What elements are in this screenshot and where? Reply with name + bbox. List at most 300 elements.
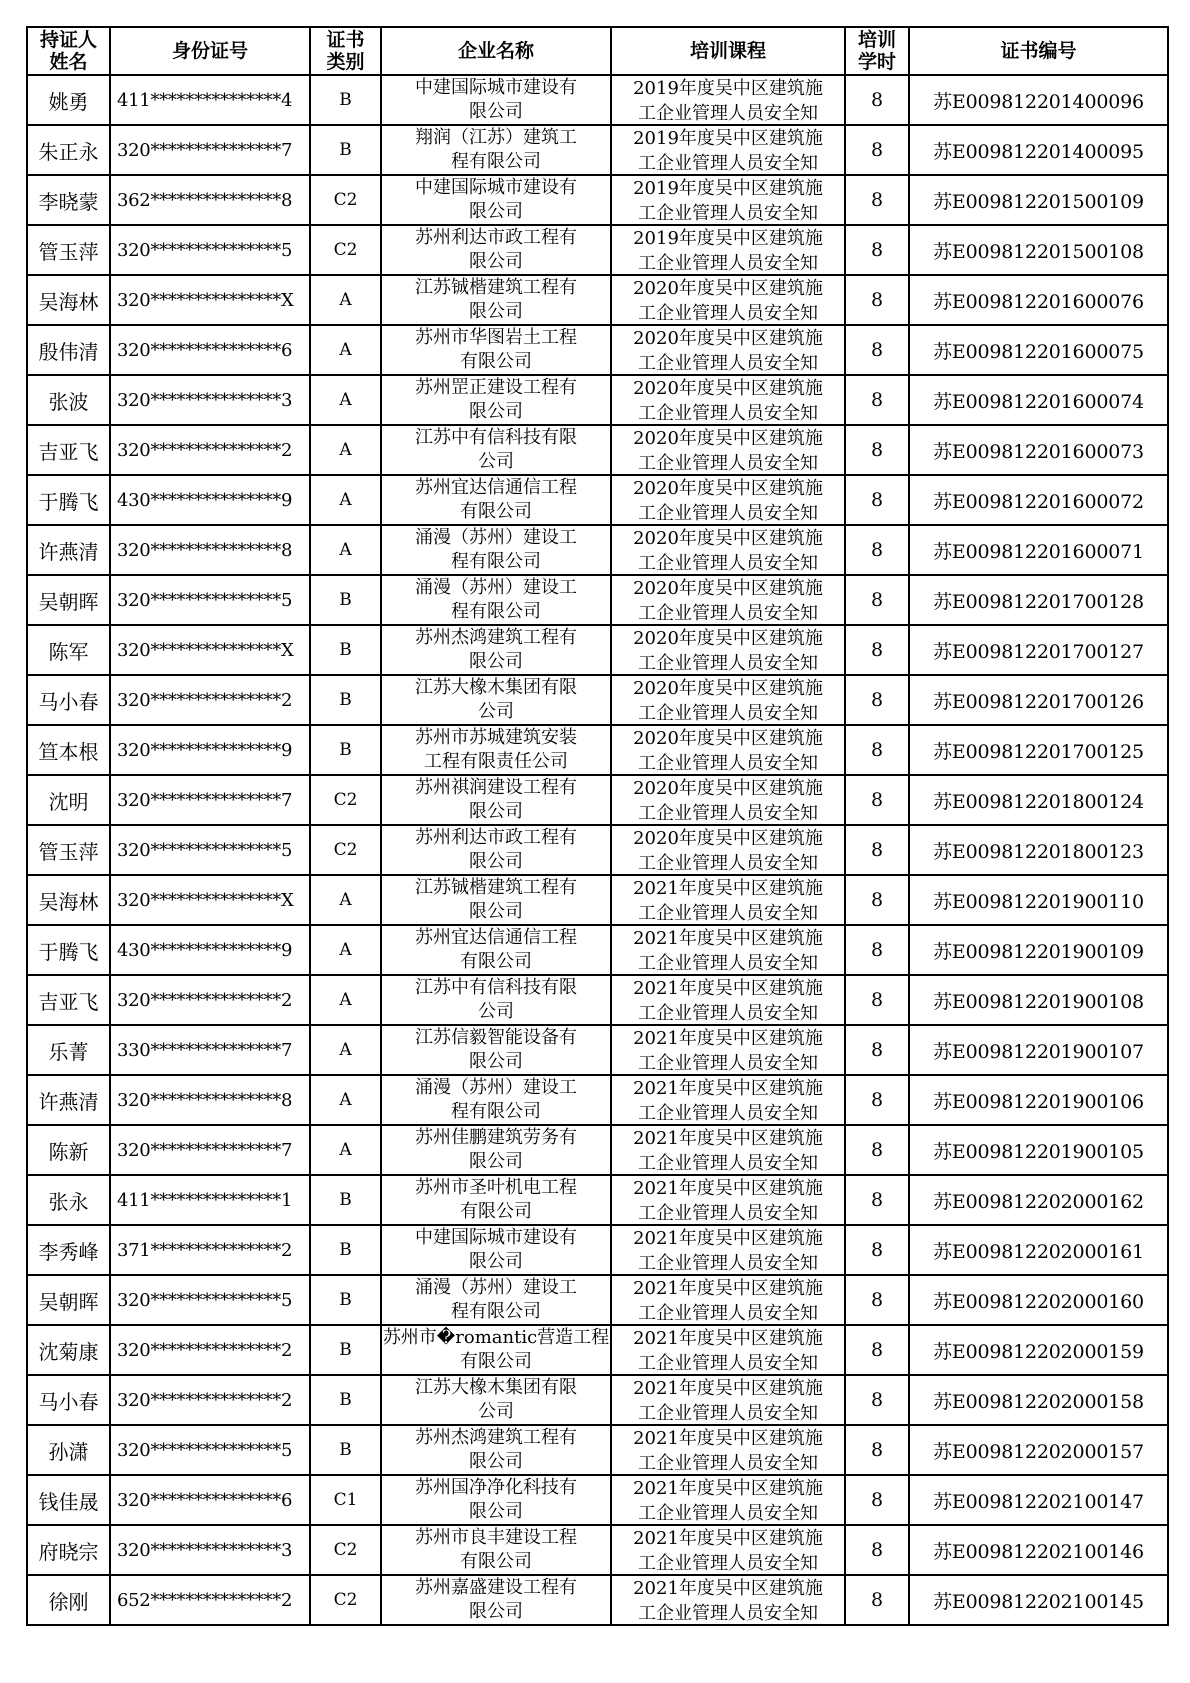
holder-name: 徐刚 bbox=[27, 1575, 110, 1625]
cert-number: 苏E009812201600076 bbox=[909, 275, 1168, 325]
id-number: 411***************1 bbox=[110, 1175, 310, 1225]
company-line: 程有限公司 bbox=[451, 1301, 541, 1322]
cert-number: 苏E009812201600074 bbox=[909, 375, 1168, 425]
company-line: 苏州市�romantic营造工程 bbox=[382, 1327, 610, 1348]
course-line: 2020年度吴中区建筑施 bbox=[633, 728, 823, 749]
course-text bbox=[612, 1076, 844, 1122]
cert-category: C2 bbox=[310, 775, 381, 825]
cert-category: A bbox=[310, 475, 381, 525]
table-row bbox=[27, 575, 1168, 625]
company-name bbox=[381, 1425, 611, 1475]
cert-category: A bbox=[310, 1025, 381, 1075]
course-text bbox=[612, 576, 844, 622]
course-line: 工企业管理人员安全知 bbox=[638, 903, 818, 922]
company-line: 苏州宜达信通信工程 bbox=[415, 927, 577, 948]
company-line: 苏州佳鹏建筑劳务有 bbox=[415, 1127, 577, 1148]
training-course bbox=[611, 1325, 845, 1375]
table-row bbox=[27, 975, 1168, 1025]
training-course bbox=[611, 325, 845, 375]
course-line: 2021年度吴中区建筑施 bbox=[633, 1278, 823, 1299]
training-hours: 8 bbox=[845, 1175, 909, 1225]
holder-name: 管玉萍 bbox=[27, 225, 110, 275]
table-row bbox=[27, 725, 1168, 775]
company-line: 涌漫（苏州）建设工 bbox=[415, 1277, 577, 1298]
company-line: 有限公司 bbox=[460, 951, 532, 972]
company-name bbox=[381, 1525, 611, 1575]
cert-number: 苏E009812202000159 bbox=[909, 1325, 1168, 1375]
cert-number: 苏E009812201500108 bbox=[909, 225, 1168, 275]
holder-name: 吴朝晖 bbox=[27, 575, 110, 625]
id-number: 320***************X bbox=[110, 875, 310, 925]
course-text bbox=[612, 1126, 844, 1172]
training-hours: 8 bbox=[845, 225, 909, 275]
cert-number: 苏E009812201900109 bbox=[909, 925, 1168, 975]
company-line: 江苏大橡木集团有限 bbox=[415, 1377, 577, 1398]
cert-category: C2 bbox=[310, 825, 381, 875]
id-number: 320***************6 bbox=[110, 1475, 310, 1525]
company-line: 翔润（江苏）建筑工 bbox=[415, 127, 577, 148]
training-hours: 8 bbox=[845, 1225, 909, 1275]
table-row bbox=[27, 925, 1168, 975]
company-line: 程有限公司 bbox=[451, 151, 541, 172]
table-row bbox=[27, 875, 1168, 925]
course-text bbox=[612, 1176, 844, 1222]
company-line: 苏州市良丰建设工程 bbox=[415, 1527, 577, 1548]
company-line: 限公司 bbox=[469, 1051, 523, 1072]
training-hours: 8 bbox=[845, 675, 909, 725]
certificate-roster bbox=[26, 26, 1169, 1626]
course-line: 工企业管理人员安全知 bbox=[638, 153, 818, 172]
holder-name: 孙潇 bbox=[27, 1425, 110, 1475]
header-cert-number: 证书编号 bbox=[909, 27, 1168, 75]
training-hours: 8 bbox=[845, 1575, 909, 1625]
course-line: 工企业管理人员安全知 bbox=[638, 953, 818, 972]
training-hours: 8 bbox=[845, 1075, 909, 1125]
holder-name: 吴海林 bbox=[27, 275, 110, 325]
course-line: 工企业管理人员安全知 bbox=[638, 303, 818, 322]
training-hours: 8 bbox=[845, 75, 909, 125]
id-number: 652***************2 bbox=[110, 1575, 310, 1625]
cert-category: A bbox=[310, 1125, 381, 1175]
cert-number: 苏E009812201600072 bbox=[909, 475, 1168, 525]
training-course bbox=[611, 1125, 845, 1175]
training-hours: 8 bbox=[845, 475, 909, 525]
cert-category: A bbox=[310, 925, 381, 975]
course-text bbox=[612, 976, 844, 1022]
course-line: 工企业管理人员安全知 bbox=[638, 853, 818, 872]
holder-name: 朱正永 bbox=[27, 125, 110, 175]
header-row bbox=[27, 27, 1168, 75]
company-name bbox=[381, 675, 611, 725]
training-course bbox=[611, 1275, 845, 1325]
company-name bbox=[381, 875, 611, 925]
training-course bbox=[611, 625, 845, 675]
training-course bbox=[611, 1475, 845, 1525]
cert-number: 苏E009812201900105 bbox=[909, 1125, 1168, 1175]
training-course bbox=[611, 1225, 845, 1275]
company-line: 苏州国净净化科技有 bbox=[415, 1477, 577, 1498]
company-line: 有限公司 bbox=[460, 1351, 532, 1372]
cert-category: B bbox=[310, 1425, 381, 1475]
course-text bbox=[612, 626, 844, 672]
company-line: 涌漫（苏州）建设工 bbox=[415, 577, 577, 598]
training-hours: 8 bbox=[845, 1125, 909, 1175]
course-line: 工企业管理人员安全知 bbox=[638, 203, 818, 222]
company-line: 江苏大橡木集团有限 bbox=[415, 677, 577, 698]
training-course bbox=[611, 75, 845, 125]
company-name bbox=[381, 225, 611, 275]
course-line: 工企业管理人员安全知 bbox=[638, 803, 818, 822]
course-line: 工企业管理人员安全知 bbox=[638, 1353, 818, 1372]
id-number: 320***************5 bbox=[110, 1275, 310, 1325]
course-line: 工企业管理人员安全知 bbox=[638, 1053, 818, 1072]
training-course bbox=[611, 675, 845, 725]
company-name bbox=[381, 75, 611, 125]
company-line: 公司 bbox=[478, 451, 514, 472]
training-hours: 8 bbox=[845, 775, 909, 825]
cert-category: B bbox=[310, 1275, 381, 1325]
training-hours: 8 bbox=[845, 125, 909, 175]
company-line: 限公司 bbox=[469, 1151, 523, 1172]
training-hours: 8 bbox=[845, 525, 909, 575]
training-course bbox=[611, 1075, 845, 1125]
table-row bbox=[27, 775, 1168, 825]
training-hours: 8 bbox=[845, 625, 909, 675]
company-line: 限公司 bbox=[469, 1451, 523, 1472]
table-row bbox=[27, 125, 1168, 175]
training-course bbox=[611, 1575, 845, 1625]
company-name bbox=[381, 975, 611, 1025]
cert-category: B bbox=[310, 1325, 381, 1375]
training-hours: 8 bbox=[845, 325, 909, 375]
header-id-number: 身份证号 bbox=[110, 27, 310, 75]
id-number: 320***************7 bbox=[110, 125, 310, 175]
header-cert-category: 证书 类别 bbox=[310, 27, 381, 75]
course-line: 2020年度吴中区建筑施 bbox=[633, 378, 823, 399]
company-name bbox=[381, 1375, 611, 1425]
company-name bbox=[381, 325, 611, 375]
training-hours: 8 bbox=[845, 1325, 909, 1375]
training-hours: 8 bbox=[845, 1275, 909, 1325]
course-line: 2020年度吴中区建筑施 bbox=[633, 778, 823, 799]
course-text bbox=[612, 1476, 844, 1522]
training-course bbox=[611, 175, 845, 225]
cert-number: 苏E009812201900106 bbox=[909, 1075, 1168, 1125]
course-line: 2019年度吴中区建筑施 bbox=[633, 78, 823, 99]
course-text bbox=[612, 1326, 844, 1372]
id-number: 320***************9 bbox=[110, 725, 310, 775]
course-line: 工企业管理人员安全知 bbox=[638, 453, 818, 472]
training-course bbox=[611, 375, 845, 425]
course-line: 2021年度吴中区建筑施 bbox=[633, 1078, 823, 1099]
company-name bbox=[381, 175, 611, 225]
training-course bbox=[611, 1175, 845, 1225]
id-number: 320***************5 bbox=[110, 1425, 310, 1475]
cert-category: B bbox=[310, 1175, 381, 1225]
company-name bbox=[381, 725, 611, 775]
cert-category: A bbox=[310, 875, 381, 925]
holder-name: 马小春 bbox=[27, 1375, 110, 1425]
training-hours: 8 bbox=[845, 925, 909, 975]
company-line: 公司 bbox=[478, 701, 514, 722]
course-line: 工企业管理人员安全知 bbox=[638, 1603, 818, 1622]
company-line: 苏州祺润建设工程有 bbox=[415, 777, 577, 798]
cert-category: B bbox=[310, 725, 381, 775]
company-line: 苏州利达市政工程有 bbox=[415, 227, 577, 248]
table-row bbox=[27, 1275, 1168, 1325]
holder-name: 马小春 bbox=[27, 675, 110, 725]
cert-number: 苏E009812201700127 bbox=[909, 625, 1168, 675]
course-text bbox=[612, 776, 844, 822]
company-line: 苏州杰鸿建筑工程有 bbox=[415, 627, 577, 648]
table-row bbox=[27, 1225, 1168, 1275]
cert-number: 苏E009812201900107 bbox=[909, 1025, 1168, 1075]
company-name bbox=[381, 1325, 611, 1375]
cert-category: A bbox=[310, 425, 381, 475]
company-line: 江苏中有信科技有限 bbox=[415, 427, 577, 448]
course-text bbox=[612, 126, 844, 172]
course-text bbox=[612, 326, 844, 372]
cert-number: 苏E009812201800124 bbox=[909, 775, 1168, 825]
id-number: 320***************3 bbox=[110, 1525, 310, 1575]
holder-name: 张永 bbox=[27, 1175, 110, 1225]
cert-number: 苏E009812201700128 bbox=[909, 575, 1168, 625]
course-text bbox=[612, 826, 844, 872]
table-row bbox=[27, 425, 1168, 475]
training-course bbox=[611, 225, 845, 275]
training-course bbox=[611, 1025, 845, 1075]
table-row bbox=[27, 1325, 1168, 1375]
company-name bbox=[381, 825, 611, 875]
holder-name: 沈菊康 bbox=[27, 1325, 110, 1375]
training-hours: 8 bbox=[845, 1025, 909, 1075]
course-line: 2021年度吴中区建筑施 bbox=[633, 878, 823, 899]
training-hours: 8 bbox=[845, 375, 909, 425]
company-line: 限公司 bbox=[469, 851, 523, 872]
training-hours: 8 bbox=[845, 975, 909, 1025]
table-row bbox=[27, 1525, 1168, 1575]
company-name bbox=[381, 125, 611, 175]
course-line: 2021年度吴中区建筑施 bbox=[633, 1478, 823, 1499]
training-course bbox=[611, 825, 845, 875]
id-number: 320***************X bbox=[110, 275, 310, 325]
course-text bbox=[612, 176, 844, 222]
cert-category: A bbox=[310, 325, 381, 375]
course-line: 2020年度吴中区建筑施 bbox=[633, 628, 823, 649]
course-line: 工企业管理人员安全知 bbox=[638, 1103, 818, 1122]
table-row bbox=[27, 1175, 1168, 1225]
id-number: 320***************2 bbox=[110, 675, 310, 725]
cert-number: 苏E009812202000160 bbox=[909, 1275, 1168, 1325]
course-text bbox=[612, 876, 844, 922]
course-line: 2020年度吴中区建筑施 bbox=[633, 578, 823, 599]
course-line: 工企业管理人员安全知 bbox=[638, 1253, 818, 1272]
table-row bbox=[27, 1125, 1168, 1175]
course-line: 2021年度吴中区建筑施 bbox=[633, 978, 823, 999]
company-name bbox=[381, 425, 611, 475]
training-hours: 8 bbox=[845, 175, 909, 225]
course-line: 工企业管理人员安全知 bbox=[638, 1403, 818, 1422]
id-number: 320***************8 bbox=[110, 525, 310, 575]
company-line: 苏州宜达信通信工程 bbox=[415, 477, 577, 498]
company-line: 苏州市华图岩土工程 bbox=[415, 327, 577, 348]
course-text bbox=[612, 276, 844, 322]
company-name bbox=[381, 1075, 611, 1125]
table-row bbox=[27, 1425, 1168, 1475]
training-course bbox=[611, 125, 845, 175]
course-line: 2021年度吴中区建筑施 bbox=[633, 1228, 823, 1249]
holder-name: 于腾飞 bbox=[27, 925, 110, 975]
company-line: 限公司 bbox=[469, 251, 523, 272]
company-line: 苏州罡正建设工程有 bbox=[415, 377, 577, 398]
holder-name: 陈新 bbox=[27, 1125, 110, 1175]
cert-category: A bbox=[310, 375, 381, 425]
course-line: 2020年度吴中区建筑施 bbox=[633, 328, 823, 349]
course-text bbox=[612, 926, 844, 972]
company-line: 中建国际城市建设有 bbox=[415, 177, 577, 198]
training-course bbox=[611, 425, 845, 475]
cert-category: C2 bbox=[310, 1525, 381, 1575]
company-line: 限公司 bbox=[469, 201, 523, 222]
company-line: 限公司 bbox=[469, 301, 523, 322]
cert-number: 苏E009812201800123 bbox=[909, 825, 1168, 875]
id-number: 320***************8 bbox=[110, 1075, 310, 1125]
table-row bbox=[27, 375, 1168, 425]
course-text bbox=[612, 1026, 844, 1072]
cert-number: 苏E009812201700126 bbox=[909, 675, 1168, 725]
course-line: 2021年度吴中区建筑施 bbox=[633, 1528, 823, 1549]
training-hours: 8 bbox=[845, 875, 909, 925]
table-row bbox=[27, 625, 1168, 675]
course-line: 2021年度吴中区建筑施 bbox=[633, 1178, 823, 1199]
id-number: 320***************7 bbox=[110, 775, 310, 825]
holder-name: 许燕清 bbox=[27, 1075, 110, 1125]
course-line: 2021年度吴中区建筑施 bbox=[633, 928, 823, 949]
course-line: 工企业管理人员安全知 bbox=[638, 753, 818, 772]
cert-number: 苏E009812201400096 bbox=[909, 75, 1168, 125]
training-course bbox=[611, 725, 845, 775]
course-text bbox=[612, 1576, 844, 1622]
course-line: 2021年度吴中区建筑施 bbox=[633, 1428, 823, 1449]
cert-number: 苏E009812202100146 bbox=[909, 1525, 1168, 1575]
company-line: 限公司 bbox=[469, 1501, 523, 1522]
training-course bbox=[611, 275, 845, 325]
company-line: 江苏铖楷建筑工程有 bbox=[415, 277, 577, 298]
course-line: 2021年度吴中区建筑施 bbox=[633, 1378, 823, 1399]
company-line: 苏州利达市政工程有 bbox=[415, 827, 577, 848]
table-row bbox=[27, 1475, 1168, 1525]
training-course bbox=[611, 475, 845, 525]
holder-name: 于腾飞 bbox=[27, 475, 110, 525]
holder-name: 乐菁 bbox=[27, 1025, 110, 1075]
holder-name: 吉亚飞 bbox=[27, 975, 110, 1025]
course-text bbox=[612, 676, 844, 722]
training-course bbox=[611, 925, 845, 975]
company-name bbox=[381, 1175, 611, 1225]
cert-number: 苏E009812201400095 bbox=[909, 125, 1168, 175]
holder-name: 府晓宗 bbox=[27, 1525, 110, 1575]
header-course: 培训课程 bbox=[611, 27, 845, 75]
company-line: 限公司 bbox=[469, 901, 523, 922]
company-line: 苏州嘉盛建设工程有 bbox=[415, 1577, 577, 1598]
course-text bbox=[612, 376, 844, 422]
company-name bbox=[381, 275, 611, 325]
course-line: 工企业管理人员安全知 bbox=[638, 1153, 818, 1172]
course-line: 工企业管理人员安全知 bbox=[638, 603, 818, 622]
course-line: 工企业管理人员安全知 bbox=[638, 1003, 818, 1022]
cert-category: B bbox=[310, 625, 381, 675]
course-text bbox=[612, 476, 844, 522]
cert-number: 苏E009812202000158 bbox=[909, 1375, 1168, 1425]
training-hours: 8 bbox=[845, 1525, 909, 1575]
holder-name: 李秀峰 bbox=[27, 1225, 110, 1275]
cert-category: B bbox=[310, 575, 381, 625]
company-line: 公司 bbox=[478, 1401, 514, 1422]
table-row bbox=[27, 1075, 1168, 1125]
id-number: 320***************5 bbox=[110, 225, 310, 275]
company-line: 限公司 bbox=[469, 1251, 523, 1272]
header-hours: 培训 学时 bbox=[845, 27, 909, 75]
course-line: 工企业管理人员安全知 bbox=[638, 353, 818, 372]
company-line: 有限公司 bbox=[460, 1551, 532, 1572]
cert-number: 苏E009812202000161 bbox=[909, 1225, 1168, 1275]
cert-category: A bbox=[310, 525, 381, 575]
course-line: 工企业管理人员安全知 bbox=[638, 253, 818, 272]
company-name bbox=[381, 1275, 611, 1325]
company-name bbox=[381, 1575, 611, 1625]
id-number: 320***************7 bbox=[110, 1125, 310, 1175]
course-line: 工企业管理人员安全知 bbox=[638, 1503, 818, 1522]
company-line: 限公司 bbox=[469, 801, 523, 822]
cert-number: 苏E009812201600073 bbox=[909, 425, 1168, 475]
course-line: 2019年度吴中区建筑施 bbox=[633, 228, 823, 249]
company-name bbox=[381, 775, 611, 825]
company-name bbox=[381, 1025, 611, 1075]
course-line: 2021年度吴中区建筑施 bbox=[633, 1578, 823, 1599]
company-name bbox=[381, 525, 611, 575]
company-line: 限公司 bbox=[469, 651, 523, 672]
company-line: 涌漫（苏州）建设工 bbox=[415, 1077, 577, 1098]
company-name bbox=[381, 925, 611, 975]
company-line: 中建国际城市建设有 bbox=[415, 77, 577, 98]
cert-category: B bbox=[310, 125, 381, 175]
course-text bbox=[612, 426, 844, 472]
cert-category: A bbox=[310, 975, 381, 1025]
holder-name: 张波 bbox=[27, 375, 110, 425]
training-hours: 8 bbox=[845, 275, 909, 325]
table-row bbox=[27, 1375, 1168, 1425]
company-line: 涌漫（苏州）建设工 bbox=[415, 527, 577, 548]
cert-category: C2 bbox=[310, 225, 381, 275]
cert-category: C1 bbox=[310, 1475, 381, 1525]
cert-category: A bbox=[310, 275, 381, 325]
training-course bbox=[611, 1375, 845, 1425]
company-line: 苏州杰鸿建筑工程有 bbox=[415, 1427, 577, 1448]
course-line: 2020年度吴中区建筑施 bbox=[633, 828, 823, 849]
table-row bbox=[27, 225, 1168, 275]
company-line: 工程有限责任公司 bbox=[424, 751, 568, 772]
cert-number: 苏E009812201700125 bbox=[909, 725, 1168, 775]
company-line: 公司 bbox=[478, 1001, 514, 1022]
training-hours: 8 bbox=[845, 1425, 909, 1475]
cert-number: 苏E009812202000157 bbox=[909, 1425, 1168, 1475]
company-line: 江苏铖楷建筑工程有 bbox=[415, 877, 577, 898]
id-number: 371***************2 bbox=[110, 1225, 310, 1275]
holder-name: 笪本根 bbox=[27, 725, 110, 775]
company-line: 中建国际城市建设有 bbox=[415, 1227, 577, 1248]
header-holder-name: 持证人 姓名 bbox=[27, 27, 110, 75]
holder-name: 沈明 bbox=[27, 775, 110, 825]
